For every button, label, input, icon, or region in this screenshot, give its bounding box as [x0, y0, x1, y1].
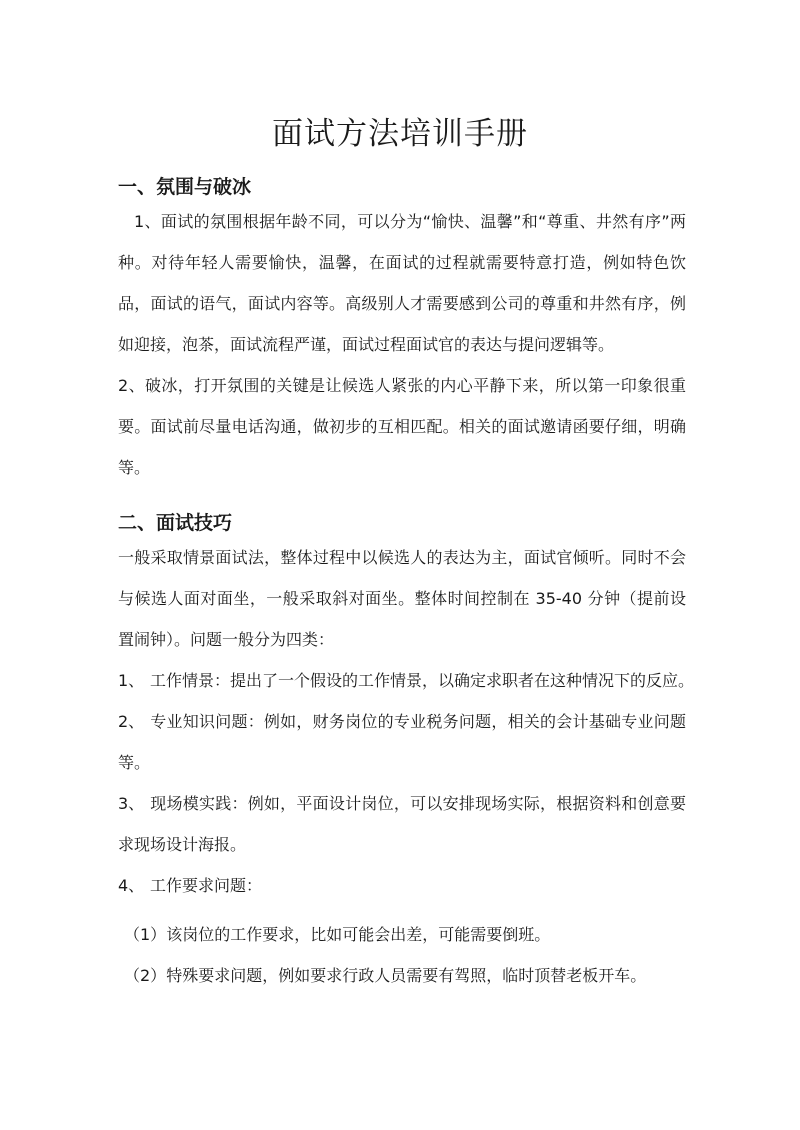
list-text: 工作情景：提出了一个假设的工作情景，以确定求职者在这种情况下的反应。 — [150, 671, 695, 690]
list-number: 3、 — [118, 794, 145, 813]
paragraph-atmosphere: 1、面试的氛围根据年龄不同，可以分为“愉快、温馨”和“尊重、井然有序”两种。对待年轻人需要愉快，温馨，在面试的过程就需要特意打造，例如特色饮品，面试的语气，面试内容等。高级别人才需要感到公司的尊重和井然有序，例如迎接，泡茶，面试流程严谨，面试过程面试官的表达与提问逻辑等。 — [118, 212, 686, 354]
document-title: 面试方法培训手册 — [272, 116, 528, 152]
list-number: 1、 — [118, 671, 145, 690]
section-heading-atmosphere: 一、氛围与破冰 — [118, 176, 252, 198]
section-heading-techniques: 二、面试技巧 — [118, 512, 233, 534]
list-item-1 — [118, 660, 695, 701]
list-item-3 — [118, 783, 686, 865]
sub-item-1 — [124, 914, 684, 955]
sub-item-number: （2） — [124, 966, 167, 985]
paragraph-techniques-intro: 一般采取情景面试法，整体过程中以候选人的表达为主，面试官倾听。同时不会与候选人面对面坐，一般采取斜对面坐。整体时间控制在 35-40 分钟（提前设置闹钟）。问题一般分为四类： — [118, 548, 686, 649]
list-number: 4、 — [118, 876, 145, 895]
list-number: 2、 — [118, 712, 145, 731]
sub-item-number: （1） — [124, 925, 167, 944]
list-item-2 — [118, 701, 686, 783]
list-text: 工作要求问题： — [150, 876, 263, 895]
sub-item-text: 该岗位的工作要求，比如可能会出差，可能需要倒班。 — [166, 925, 551, 944]
list-item-4 — [118, 865, 686, 906]
list-text: 专业知识问题：例如，财务岗位的专业税务问题，相关的会计基础专业问题等。 — [118, 712, 686, 772]
sub-item-text: 特殊要求问题，例如要求行政人员需要有驾照，临时顶替老板开车。 — [166, 966, 647, 985]
paragraph-icebreak: 2、破冰，打开氛围的关键是让候选人紧张的内心平静下来，所以第一印象很重要。面试前尽量电话沟通，做初步的互相匹配。相关的面试邀请函要仔细，明确等。 — [118, 376, 686, 477]
sub-item-2 — [124, 955, 684, 996]
list-text: 现场模实践：例如，平面设计岗位，可以安排现场实际，根据资料和创意要求现场设计海报。 — [118, 794, 686, 854]
